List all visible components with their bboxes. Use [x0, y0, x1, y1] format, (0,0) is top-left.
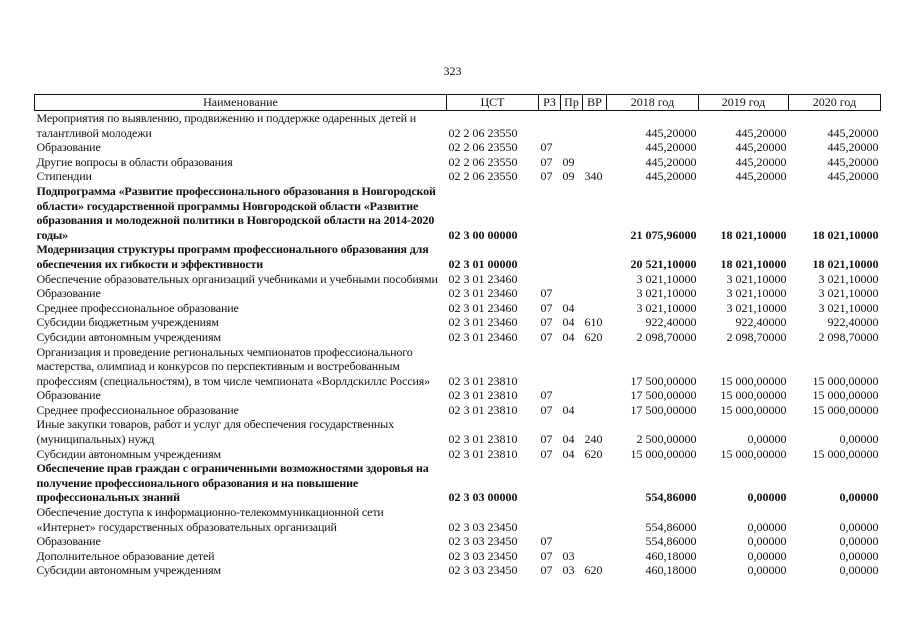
cell-2020: 445,20000 — [827, 154, 879, 169]
cell-2019: 445,20000 — [735, 154, 787, 169]
cell-2020: 922,40000 — [827, 315, 879, 330]
cell-name: Субсидии автономным учреждениям — [36, 446, 221, 461]
cell-rz: 07 — [540, 402, 553, 417]
cell-vr — [583, 534, 607, 549]
cell-vr — [583, 345, 607, 389]
cell-2018: 445,20000 — [645, 154, 697, 169]
cell-2020: 15 000,00000 — [812, 446, 879, 461]
cell-name: Образование — [36, 286, 101, 301]
cell-cst: 02 3 03 00000 — [448, 490, 518, 505]
cell-cst: 02 3 03 23450 — [448, 563, 518, 578]
cell-pr — [561, 111, 583, 141]
cell-vr — [583, 403, 607, 418]
table-row — [35, 447, 881, 462]
header-2020: 2020 год — [789, 95, 881, 111]
cell-2019: 0,00000 — [747, 548, 787, 563]
cell-name: Обеспечение образовательных организаций учебниками и учебными пособиями — [36, 271, 438, 286]
cell-pr: 09 — [562, 154, 575, 169]
cell-vr — [583, 272, 607, 287]
cell-rz — [539, 461, 561, 505]
cell-cst: 02 3 01 23810 — [448, 446, 518, 461]
cell-pr — [561, 534, 583, 549]
table-row — [35, 301, 881, 316]
cell-2019: 0,00000 — [747, 490, 787, 505]
cell-name: Подпрограмма «Развитие профессионального образования в Новгородской области» государственной программы Новгородской области «Развитие образования и молодежной политики в Новгородской области на 2014-2020 годы» — [36, 183, 436, 242]
cell-rz: 07 — [540, 154, 553, 169]
cell-2018: 922,40000 — [645, 315, 697, 330]
cell-2019: 0,00000 — [747, 563, 787, 578]
cell-2019: 15 000,00000 — [720, 373, 787, 388]
cell-vr: 240 — [584, 432, 603, 447]
header-cst: ЦСТ — [447, 95, 539, 111]
cell-2018: 3 021,10000 — [636, 300, 697, 315]
table-row — [35, 140, 881, 155]
cell-2019: 445,20000 — [735, 169, 787, 184]
cell-2020: 3 021,10000 — [818, 286, 879, 301]
cell-name: Субсидии автономным учреждениям — [36, 329, 221, 344]
cell-cst: 02 2 06 23550 — [448, 154, 518, 169]
cell-pr — [561, 140, 583, 155]
cell-rz: 07 — [540, 329, 553, 344]
cell-2020: 18 021,10000 — [812, 256, 879, 271]
cell-cst: 02 3 03 23450 — [448, 534, 518, 549]
cell-vr — [583, 140, 607, 155]
cell-2020: 0,00000 — [839, 534, 879, 549]
cell-rz — [539, 345, 561, 389]
cell-2019: 3 021,10000 — [726, 300, 787, 315]
cell-pr: 09 — [562, 169, 575, 184]
table-header — [35, 95, 881, 111]
cell-vr — [583, 155, 607, 170]
table-row — [35, 169, 881, 184]
cell-pr: 03 — [562, 563, 575, 578]
budget-table — [34, 94, 881, 578]
header-row — [35, 95, 881, 111]
cell-pr — [561, 388, 583, 403]
cell-2018: 460,18000 — [645, 563, 697, 578]
cell-2020: 445,20000 — [827, 140, 879, 155]
cell-2018: 554,86000 — [645, 519, 697, 534]
cell-2018: 445,20000 — [645, 140, 697, 155]
header-name: Наименование — [35, 95, 447, 111]
cell-cst: 02 3 01 23460 — [448, 286, 518, 301]
table-row — [35, 417, 881, 446]
cell-vr — [583, 549, 607, 564]
cell-2019: 0,00000 — [747, 519, 787, 534]
cell-name: Обеспечение доступа к информационно-телекоммуникационной сети «Интернет» государственных образовательных организаций — [36, 505, 384, 534]
cell-2020: 445,20000 — [827, 125, 879, 140]
header-2019: 2019 год — [699, 95, 789, 111]
table-row — [35, 563, 881, 578]
cell-rz: 07 — [540, 563, 553, 578]
cell-pr: 04 — [562, 402, 575, 417]
cell-2018: 17 500,00000 — [630, 373, 697, 388]
table-row — [35, 345, 881, 389]
cell-2020: 15 000,00000 — [812, 402, 879, 417]
table-row — [35, 272, 881, 287]
cell-cst: 02 3 01 23810 — [448, 432, 518, 447]
cell-rz: 07 — [540, 534, 553, 549]
cell-cst: 02 3 01 23460 — [448, 300, 518, 315]
cell-rz: 07 — [540, 315, 553, 330]
cell-vr — [583, 388, 607, 403]
cell-rz: 07 — [540, 432, 553, 447]
cell-vr: 610 — [584, 315, 603, 330]
cell-rz: 07 — [540, 169, 553, 184]
cell-name: Среднее профессиональное образование — [36, 402, 239, 417]
cell-cst: 02 2 06 23550 — [448, 169, 518, 184]
cell-pr: 04 — [562, 446, 575, 461]
cell-name: Другие вопросы в области образования — [36, 154, 233, 169]
cell-vr — [583, 461, 607, 505]
header-2018: 2018 год — [607, 95, 699, 111]
cell-pr — [561, 242, 583, 271]
cell-rz — [539, 505, 561, 534]
header-pr: Пр — [561, 95, 583, 111]
cell-2019: 3 021,10000 — [726, 286, 787, 301]
cell-rz: 07 — [540, 548, 553, 563]
cell-vr — [583, 286, 607, 301]
table-body — [35, 111, 881, 579]
cell-cst: 02 3 01 23460 — [448, 315, 518, 330]
cell-pr — [561, 184, 583, 242]
cell-pr — [561, 505, 583, 534]
cell-pr: 04 — [562, 315, 575, 330]
cell-2018: 3 021,10000 — [636, 271, 697, 286]
cell-2018: 445,20000 — [645, 169, 697, 184]
page-number: 323 — [443, 64, 462, 78]
cell-cst: 02 3 01 23810 — [448, 402, 518, 417]
table-row — [35, 534, 881, 549]
cell-2018: 3 021,10000 — [636, 286, 697, 301]
cell-rz — [539, 111, 561, 141]
cell-rz: 07 — [540, 446, 553, 461]
cell-2020: 15 000,00000 — [812, 373, 879, 388]
cell-2018: 460,18000 — [645, 548, 697, 563]
cell-2019: 0,00000 — [747, 432, 787, 447]
cell-2020: 15 000,00000 — [812, 388, 879, 403]
cell-rz — [539, 272, 561, 287]
cell-2018: 554,86000 — [645, 490, 697, 505]
header-rz: РЗ — [539, 95, 561, 111]
cell-2019: 18 021,10000 — [720, 256, 787, 271]
table-row — [35, 184, 881, 242]
cell-cst: 02 3 01 23810 — [448, 373, 518, 388]
cell-vr: 620 — [584, 446, 603, 461]
cell-2019: 18 021,10000 — [720, 227, 787, 242]
cell-2019: 15 000,00000 — [720, 388, 787, 403]
table-row — [35, 388, 881, 403]
cell-pr — [561, 272, 583, 287]
cell-pr: 04 — [562, 432, 575, 447]
cell-2020: 3 021,10000 — [818, 300, 879, 315]
header-vr: ВР — [583, 95, 607, 111]
cell-name: Модернизация структуры программ профессионального образования для обеспечения их гибкости и эффективности — [36, 242, 429, 271]
cell-2020: 2 098,70000 — [818, 329, 879, 344]
cell-rz: 07 — [540, 140, 553, 155]
cell-name: Обеспечение прав граждан с ограниченными возможностями здоровья на получение профессионального образования и на повышение профессиональных знаний — [36, 461, 429, 505]
cell-2019: 2 098,70000 — [726, 329, 787, 344]
cell-cst: 02 3 01 23460 — [448, 271, 518, 286]
cell-name: Стипендии — [36, 169, 92, 184]
cell-cst: 02 2 06 23550 — [448, 140, 518, 155]
cell-vr: 620 — [584, 563, 603, 578]
cell-2019: 445,20000 — [735, 125, 787, 140]
cell-2018: 554,86000 — [645, 534, 697, 549]
table-row — [35, 315, 881, 330]
table-row — [35, 403, 881, 418]
cell-rz: 07 — [540, 300, 553, 315]
cell-2020: 0,00000 — [839, 519, 879, 534]
cell-2018: 2 098,70000 — [636, 329, 697, 344]
cell-2018: 21 075,96000 — [630, 227, 697, 242]
cell-2020: 3 021,10000 — [818, 271, 879, 286]
cell-rz: 07 — [540, 286, 553, 301]
cell-2018: 2 500,00000 — [636, 432, 697, 447]
cell-2020: 445,20000 — [827, 169, 879, 184]
cell-name: Субсидии автономным учреждениям — [36, 563, 221, 578]
cell-name: Среднее профессиональное образование — [36, 300, 239, 315]
cell-vr: 620 — [584, 329, 603, 344]
cell-pr — [561, 345, 583, 389]
cell-pr: 04 — [562, 300, 575, 315]
cell-cst: 02 3 01 00000 — [448, 256, 518, 271]
cell-2020: 18 021,10000 — [812, 227, 879, 242]
cell-rz — [539, 184, 561, 242]
cell-name: Организация и проведение региональных чемпионатов профессионального мастерства, олимпиад и конкурсов по перспективным и востребованным профессиям (специальностям), в том числе чемпионата «Ворлдскиллс Россия» — [36, 344, 431, 388]
cell-cst: 02 3 01 23460 — [448, 329, 518, 344]
table-row — [35, 286, 881, 301]
cell-vr: 340 — [584, 169, 603, 184]
cell-cst: 02 3 03 23450 — [448, 548, 518, 563]
cell-2018: 20 521,10000 — [630, 256, 697, 271]
cell-pr — [561, 286, 583, 301]
cell-2018: 17 500,00000 — [630, 402, 697, 417]
table-row — [35, 155, 881, 170]
cell-vr — [583, 301, 607, 316]
cell-pr — [561, 461, 583, 505]
table-row — [35, 330, 881, 345]
cell-2019: 0,00000 — [747, 534, 787, 549]
cell-2019: 15 000,00000 — [720, 446, 787, 461]
cell-2019: 3 021,10000 — [726, 271, 787, 286]
table-row — [35, 461, 881, 505]
cell-name: Дополнительное образование детей — [36, 548, 215, 563]
cell-2020: 0,00000 — [839, 490, 879, 505]
cell-name: Образование — [36, 388, 101, 403]
cell-cst: 02 3 00 00000 — [448, 227, 518, 242]
cell-rz: 07 — [540, 388, 553, 403]
cell-2020: 0,00000 — [839, 548, 879, 563]
cell-name: Образование — [36, 534, 101, 549]
cell-name: Образование — [36, 140, 101, 155]
cell-vr — [583, 505, 607, 534]
cell-name: Мероприятия по выявлению, продвижению и поддержке одаренных детей и талантливой молодежи — [36, 111, 417, 140]
cell-cst: 02 2 06 23550 — [448, 125, 518, 140]
cell-2019: 15 000,00000 — [720, 402, 787, 417]
cell-pr: 04 — [562, 329, 575, 344]
table-row — [35, 505, 881, 534]
table-row — [35, 242, 881, 271]
cell-cst: 02 3 03 23450 — [448, 519, 518, 534]
cell-2019: 922,40000 — [735, 315, 787, 330]
table-row — [35, 549, 881, 564]
cell-2018: 445,20000 — [645, 125, 697, 140]
table-row — [35, 111, 881, 141]
cell-name: Субсидии бюджетным учреждениям — [36, 315, 219, 330]
cell-vr — [583, 184, 607, 242]
cell-2020: 0,00000 — [839, 432, 879, 447]
cell-name: Иные закупки товаров, работ и услуг для обеспечения государственных (муниципальных) нужд — [36, 417, 394, 447]
cell-2020: 0,00000 — [839, 563, 879, 578]
cell-vr — [583, 111, 607, 141]
cell-cst: 02 3 01 23810 — [448, 388, 518, 403]
cell-vr — [583, 242, 607, 271]
cell-2018: 17 500,00000 — [630, 388, 697, 403]
cell-2019: 445,20000 — [735, 140, 787, 155]
cell-2018: 15 000,00000 — [630, 446, 697, 461]
cell-rz — [539, 242, 561, 271]
cell-pr: 03 — [562, 548, 575, 563]
